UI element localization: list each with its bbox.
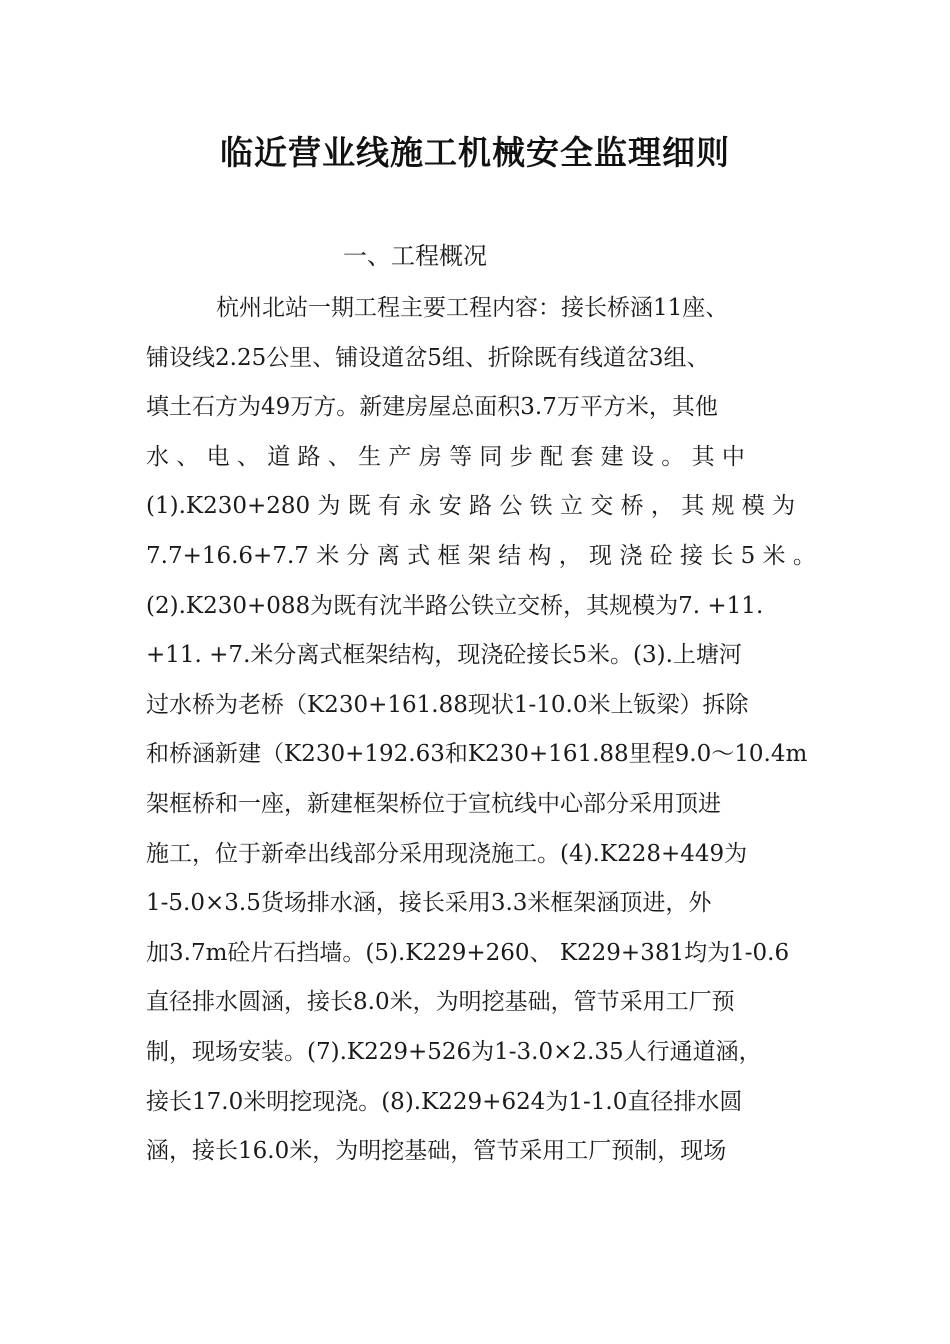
section-heading: 一、工程概况: [343, 242, 487, 270]
body-line: 和桥涵新建（K230+192.63和K230+161.88里程9.0～10.4m: [146, 741, 808, 768]
body-line: 直径排水圆涵，接长8.0米，为明挖基础，管节采用工厂预: [146, 989, 735, 1016]
body-line: 水 、 电 、 道 路 、 生 产 房 等 同 步 配 套 建 设 。 其 中: [146, 443, 745, 470]
body-line: 涵，接长16.0米，为明挖基础，管节采用工厂预制，现场: [146, 1138, 727, 1165]
body-line: (2).K230+088为既有沈半路公铁立交桥，其规模为7. +11.: [146, 592, 764, 619]
body-line: 1-5.0×3.5货场排水涵，接长采用3.3米框架涵顶进，外: [146, 890, 712, 917]
document-title: 临近营业线施工机械安全监理细则: [220, 133, 730, 172]
body-line: (1).K230+280 为 既 有 永 安 路 公 铁 立 交 桥 ， 其 规 模 为: [146, 493, 796, 520]
body-line: 制，现场安装。(7).K229+526为1-3.0×2.35人行通道涵，: [146, 1038, 762, 1065]
body-line: +11. +7.米分离式框架结构，现浇砼接长5米。(3).上塘河: [146, 642, 742, 669]
body-line: 铺设线2.25公里、铺设道岔5组、折除既有线道岔3组、: [146, 344, 710, 371]
body-line: 杭州北站一期工程主要工程内容：接长桥涵11座、: [216, 295, 729, 321]
body-line: 施工，位于新牵出线部分采用现浇施工。(4).K228+449为: [146, 840, 748, 867]
body-paragraph: [146, 284, 836, 1177]
body-line: 架框桥和一座，新建框架桥位于宣杭线中心部分采用顶进: [146, 790, 721, 817]
body-line: 填土石方为49万方。新建房屋总面积3.7万平方米，其他: [146, 394, 718, 421]
body-line: 加3.7m砼片石挡墙。(5).K229+260、 K229+381均为1-0.6: [146, 939, 790, 966]
body-line: 7.7+16.6+7.7 米 分 离 式 框 架 结 构 ， 现 浇 砼 接 长 5 米 。: [146, 542, 816, 569]
body-line: 接长17.0米明挖现浇。(8).K229+624为1-1.0直径排水圆: [146, 1088, 743, 1115]
body-line: 过水桥为老桥（K230+161.88现状1-10.0米上钣梁）拆除: [146, 691, 749, 718]
